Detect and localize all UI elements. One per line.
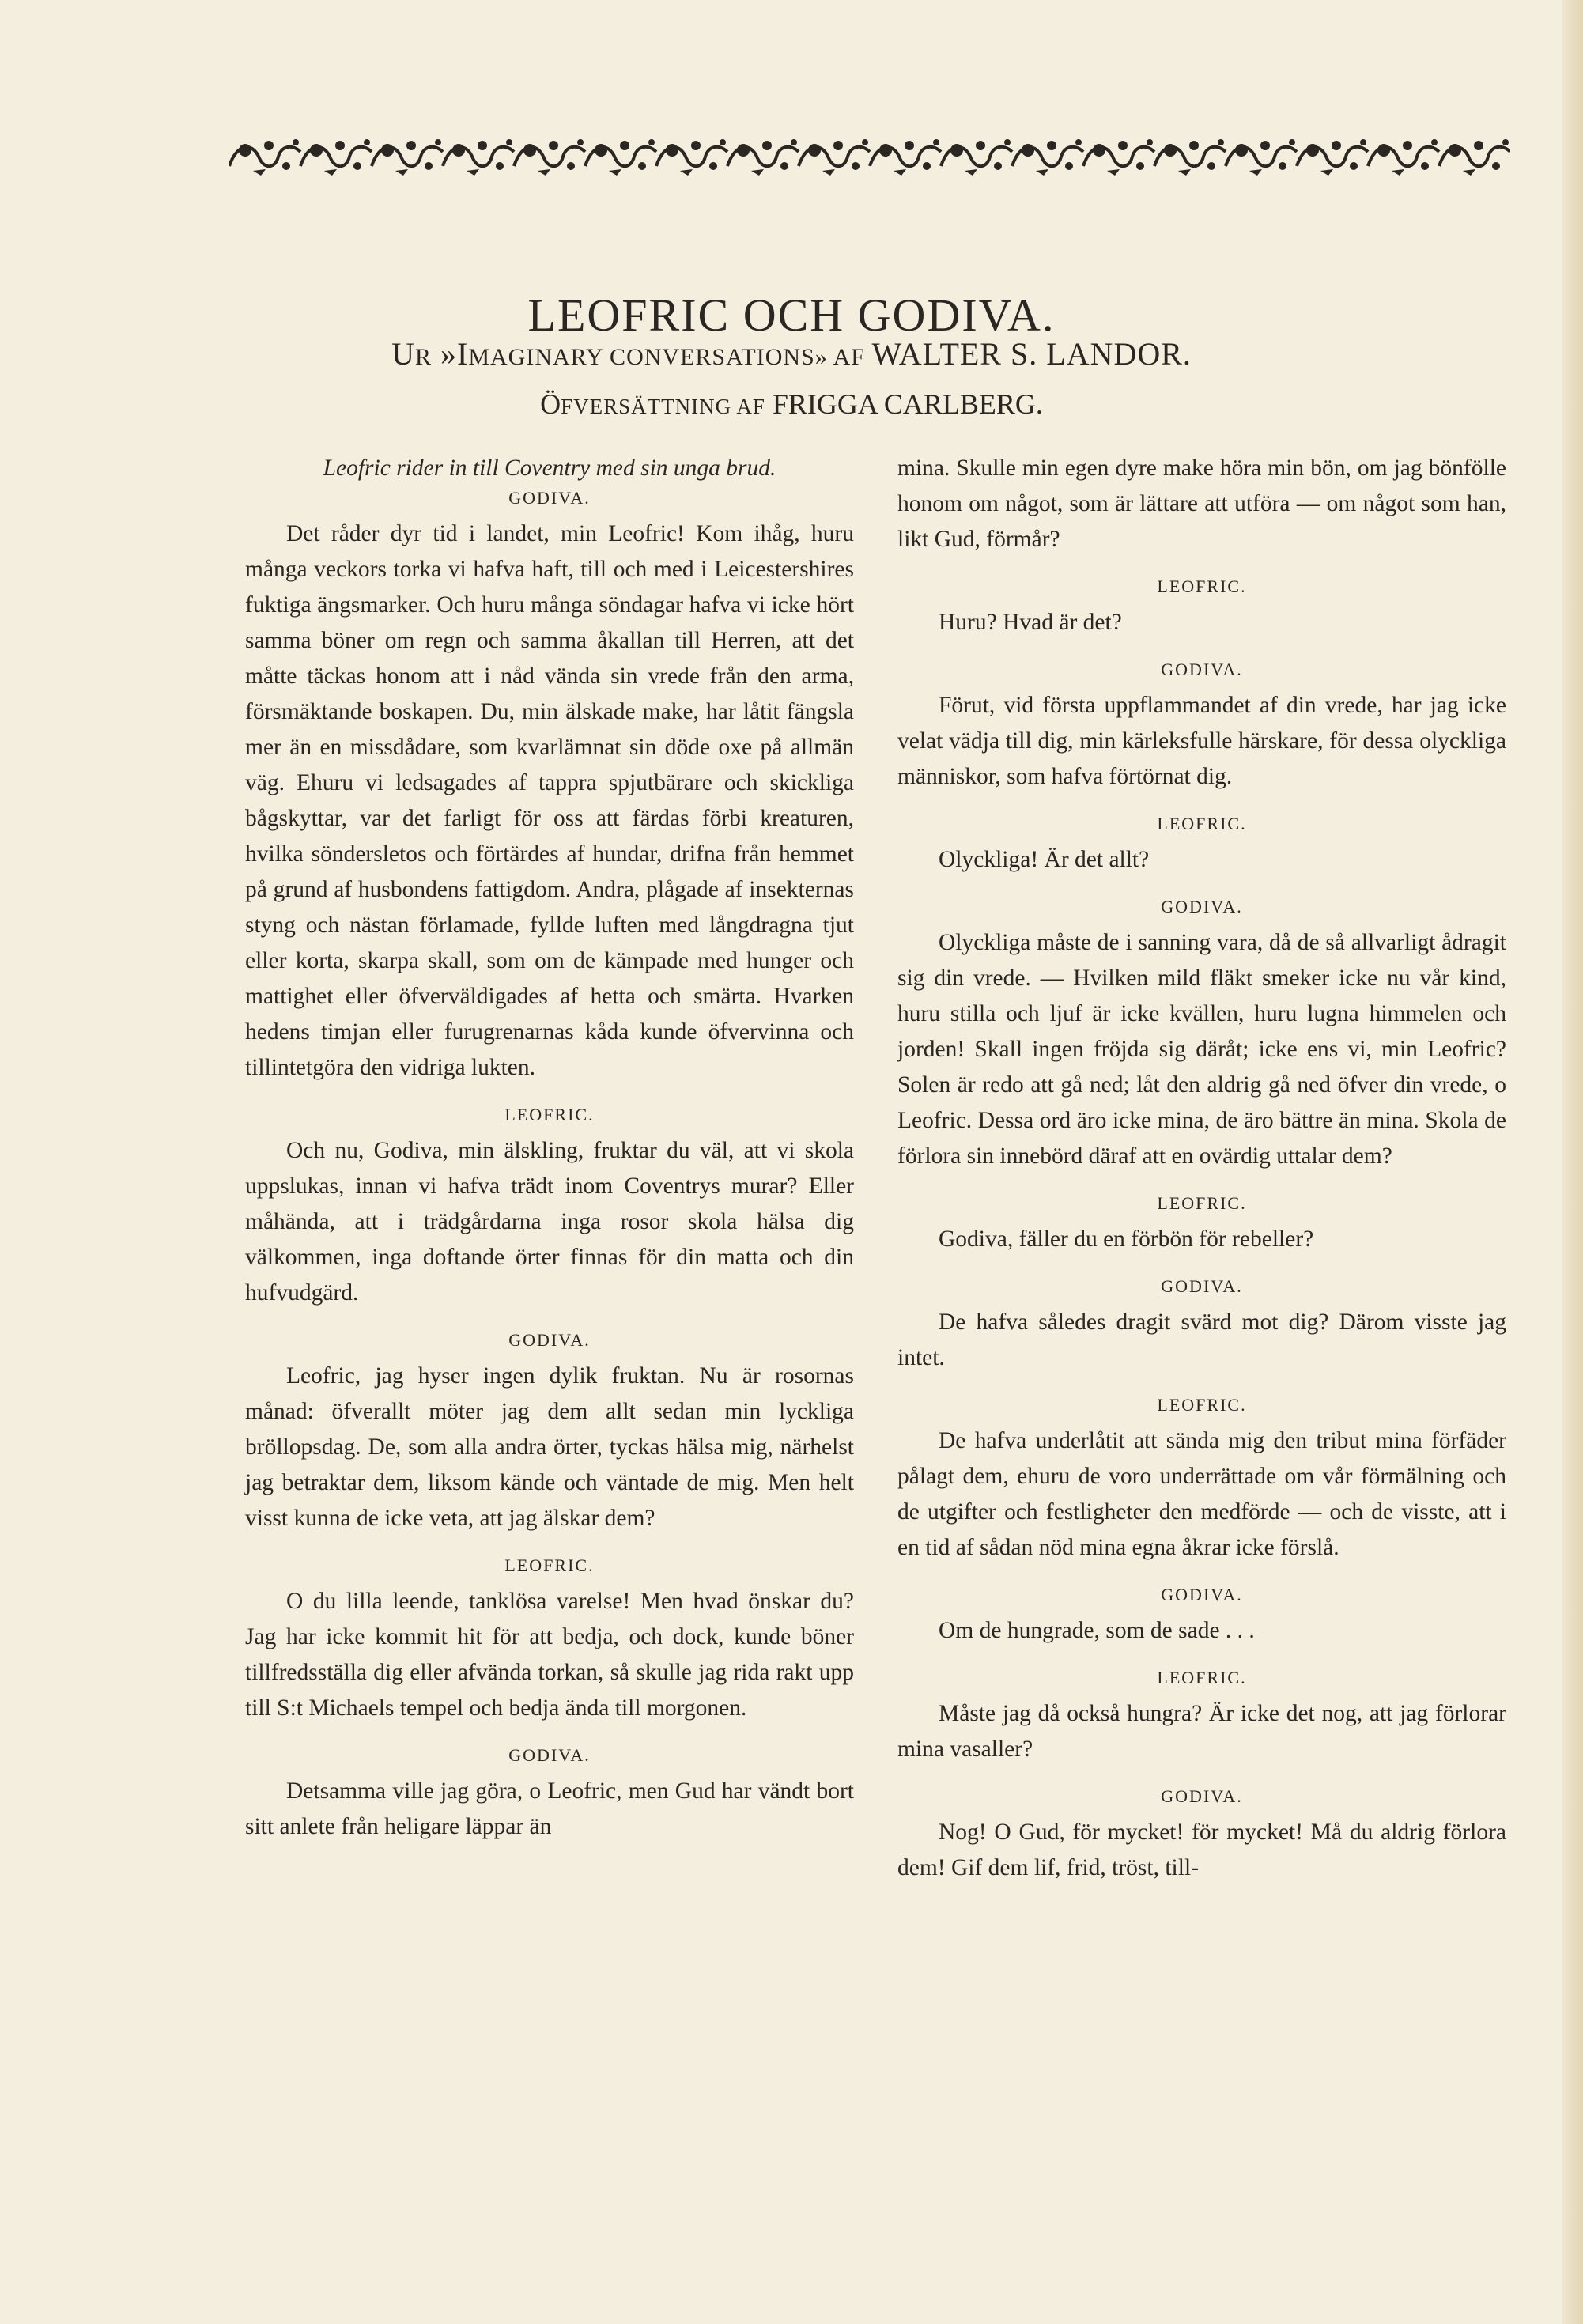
dialogue-paragraph: Detsamma ville jag göra, o Leofric, men Gud har vändt bort sitt anlete från heligare läppar än — [245, 1778, 854, 1839]
dialogue-paragraph: O du lilla leende, tanklösa varelse! Men hvad önskar du? Jag har icke kommit hit för att bedja, och dock, kunde böner tillfredsställa dig eller afvända torkan, så skulle jag rida rakt upp till S:t Michaels tempel och bedja ända till morgonen. — [245, 1589, 854, 1721]
continuation-paragraph: mina. Skulle min egen dyre make höra min bön, om jag bönfölle honom om något, som är lättare att utföra — om något som han, likt Gud, förmår? — [897, 455, 1506, 552]
speaker-label: GODIVA. — [1161, 659, 1243, 679]
ornament-border — [229, 134, 1510, 179]
speaker-label: LEOFRIC. — [1157, 814, 1247, 833]
speaker-label: LEOFRIC. — [504, 1555, 595, 1575]
right-column — [897, 451, 1506, 1886]
translator-prefix-sc: FVERSÄTTNING AF — [561, 395, 765, 418]
dialogue-paragraph: Förut, vid första uppflammandet af din vrede, har jag icke velat vädja till dig, min kärleksfulle härskare, för dessa olyckliga människor, som hafva förtörnat dig. — [897, 693, 1506, 789]
subtitle-prefix-sc: R — [414, 344, 432, 370]
article-title: LEOFRIC OCH GODIVA. — [527, 289, 1056, 341]
left-column — [245, 451, 854, 1845]
subtitle-open-quote: »I — [432, 336, 469, 372]
subtitle-prefix: U — [391, 336, 415, 372]
dialogue-paragraph: Olyckliga måste de i sanning vara, då de så allvarligt ådragit sig din vrede. — Hvilken mild fläkt smeker icke nu vår kind, huru stilla och ljuf är icke kvällen, huru lugna himmelen och jorden! Skall ingen fröjda sig däråt; icke ens vi, min Leofric? Solen är redo att gå ned; låt den aldrig gå ned öfver din vrede, o Leofric. Dessa ord äro icke mina, de äro bättre än mina. Skola de förlora sin innebörd däraf att en ovärdig uttalar dem? — [897, 930, 1506, 1169]
article-subtitle — [0, 335, 1583, 372]
subtitle-af: AF — [827, 344, 872, 370]
dialogue-paragraph: De hafva underlåtit att sända mig den tribut mina förfäder pålagt dem, ehuru de voro underrättade om vår förmälning och de utgifter och festligheter den medförde — och de visste, att i en tid af sådan nöd mina egna åkrar icke förslå. — [897, 1428, 1506, 1560]
translator-prefix: Ö — [540, 388, 561, 420]
translator-line — [0, 387, 1583, 421]
dialogue-paragraph: De hafva således dragit svärd mot dig? Därom visste jag intet. — [897, 1309, 1506, 1370]
speaker-label: GODIVA. — [508, 1330, 591, 1350]
speaker-label: LEOFRIC. — [1157, 1193, 1247, 1213]
subtitle-author: WALTER S. LANDOR. — [871, 336, 1192, 372]
translator-name: FRIGGA CARLBERG. — [765, 388, 1043, 420]
dialogue-paragraph: Och nu, Godiva, min älskling, fruktar du väl, att vi skola uppslukas, innan vi hafva trädt inom Coventrys murar? Eller måhända, att i trädgårdarna inga rosor skola hälsa dig välkommen, inga doftande örter finnas för din matta och din hufvudgärd. — [245, 1138, 854, 1306]
dialogue-paragraph: Det råder dyr tid i landet, min Leofric! Kom ihåg, huru många veckors torka vi hafva haft, till och med i Leicestershires fuktiga ängsmarker. Och huru många söndagar hafva vi icke hört samma böner om regn och samma åkallan till Herren, att det måtte täckas honom att i nåd vända sin vrede från den arma, försmäktande boskapen. Du, min älskade make, har låtit fängsla mer än en missdådare, som kvarlämnat sin döde oxe på allmän väg. Ehuru vi ledsagades af tappra spjutbärare och skickliga bågskyttar, var det farligt för oss att färdas förbi kreaturen, hvilka söndersletos och förtärdes af hundar, drifna från hemmet på grund af husbondens fattigdom. Andra, plågade af insekternas styng och nästan förlamade, fyllde luften med långdragna tjut eller korta, skarpa skall, som om de kämpade med hunger och mattighet eller öfverväldigades af hetta och smärta. Hvarken hedens timjan eller furugrenarnas kåda kunde öfvervinna och tillintetgöra den vidriga lukten. — [245, 521, 854, 1080]
subtitle-work: MAGINARY CONVERSATIONS» — [468, 344, 828, 370]
speaker-label: GODIVA. — [508, 488, 591, 508]
speaker-label: LEOFRIC. — [504, 1105, 595, 1124]
speaker-label: LEOFRIC. — [1157, 576, 1247, 596]
speaker-label: LEOFRIC. — [1157, 1668, 1247, 1687]
speaker-label: GODIVA. — [1161, 1276, 1243, 1296]
stage-direction: Leofric rider in till Coventry med sin unga brud. — [323, 455, 776, 481]
dialogue-paragraph: Måste jag då också hungra? Är icke det nog, att jag förlorar mina vasaller? — [897, 1701, 1506, 1762]
speaker-label: LEOFRIC. — [1157, 1395, 1247, 1415]
dialogue-paragraph: Nog! O Gud, för mycket! för mycket! Må du aldrig förlora dem! Gif dem lif, frid, tröst, till- — [897, 1820, 1506, 1880]
speaker-label: GODIVA. — [1161, 897, 1243, 916]
speaker-label: GODIVA. — [1161, 1585, 1243, 1604]
dialogue-paragraph: Leofric, jag hyser ingen dylik fruktan. Nu är rosornas månad: öfverallt möter jag dem allt sedan min lyckliga bröllopsdag. De, som alla andra örter, tyckas hälsa mig, närhelst jag betraktar dem, liksom kände och väntade de mig. Men helt visst kunna de icke veta, att jag älskar dem? — [245, 1363, 854, 1531]
dialogue-paragraph: Huru? Hvad är det? — [939, 610, 1122, 635]
dialogue-paragraph: Godiva, fäller du en förbön för rebeller? — [939, 1226, 1314, 1252]
dialogue-paragraph: Om de hungrade, som de sade . . . — [939, 1618, 1255, 1643]
speaker-label: GODIVA. — [1161, 1786, 1243, 1806]
dialogue-paragraph: Olyckliga! Är det allt? — [939, 847, 1150, 872]
speaker-label: GODIVA. — [508, 1745, 591, 1765]
